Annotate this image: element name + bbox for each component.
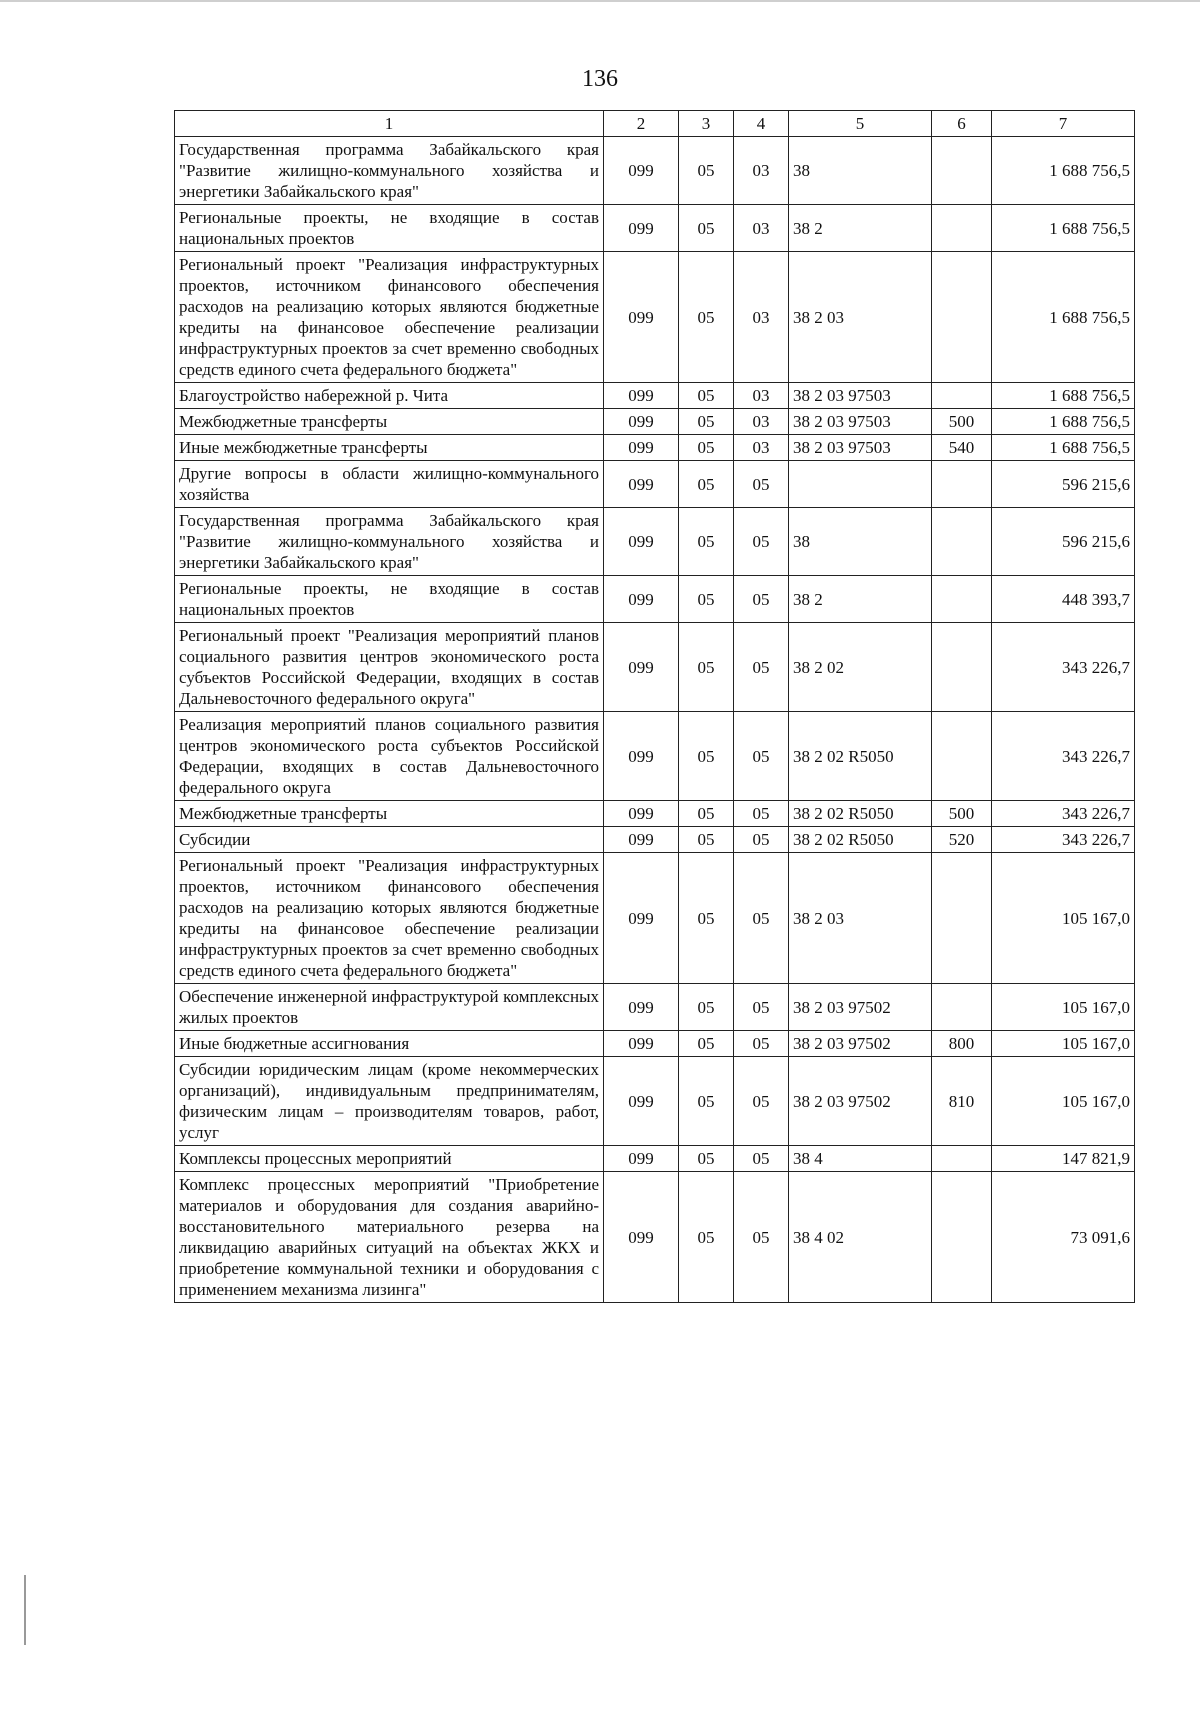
row-amount: 1 688 756,5 xyxy=(992,409,1135,435)
row-admin-code: 099 xyxy=(604,252,679,383)
row-subsection-code: 05 xyxy=(734,827,789,853)
table-row xyxy=(175,252,1135,383)
row-amount: 448 393,7 xyxy=(992,576,1135,623)
row-name: Субсидии xyxy=(175,827,604,853)
header-col-2: 2 xyxy=(604,111,679,137)
row-expense-type: 500 xyxy=(932,409,992,435)
table-row xyxy=(175,1031,1135,1057)
row-amount: 1 688 756,5 xyxy=(992,137,1135,205)
table-row xyxy=(175,383,1135,409)
row-expense-type xyxy=(932,383,992,409)
row-section-code: 05 xyxy=(679,461,734,508)
table-row xyxy=(175,1172,1135,1303)
row-amount: 1 688 756,5 xyxy=(992,435,1135,461)
row-subsection-code: 05 xyxy=(734,801,789,827)
row-expense-type xyxy=(932,853,992,984)
row-subsection-code: 05 xyxy=(734,508,789,576)
row-target-article: 38 2 03 97503 xyxy=(789,383,932,409)
row-name: Региональный проект "Реализация инфраструктурных проектов, источником финансового обеспечения расходов на реализацию которых являются бюджетные кредиты на финансовое обеспечение реализации инфраструктурных проектов за счет временно свободных средств единого счета федерального бюджета" xyxy=(175,252,604,383)
row-admin-code: 099 xyxy=(604,576,679,623)
row-amount: 105 167,0 xyxy=(992,1031,1135,1057)
row-amount: 105 167,0 xyxy=(992,1057,1135,1146)
row-subsection-code: 03 xyxy=(734,205,789,252)
row-name: Комплекс процессных мероприятий "Приобретение материалов и оборудования для создания аварийно-восстановительного материального резерва на ликвидацию аварийных ситуаций на объектах ЖКХ и приобретение коммунальной техники и оборудования с применением механизма лизинга" xyxy=(175,1172,604,1303)
table-header xyxy=(175,111,1135,137)
row-section-code: 05 xyxy=(679,1146,734,1172)
row-expense-type: 800 xyxy=(932,1031,992,1057)
table-row xyxy=(175,205,1135,252)
row-subsection-code: 05 xyxy=(734,623,789,712)
row-admin-code: 099 xyxy=(604,1057,679,1146)
row-admin-code: 099 xyxy=(604,1146,679,1172)
row-target-article: 38 2 03 xyxy=(789,853,932,984)
row-expense-type xyxy=(932,1146,992,1172)
table-row xyxy=(175,1057,1135,1146)
row-subsection-code: 05 xyxy=(734,1146,789,1172)
row-subsection-code: 05 xyxy=(734,576,789,623)
row-name: Региональный проект "Реализация инфраструктурных проектов, источником финансового обеспечения расходов на реализацию которых являются бюджетные кредиты на финансовое обеспечение реализации инфраструктурных проектов за счет временно свободных средств единого счета федерального бюджета" xyxy=(175,853,604,984)
row-amount: 1 688 756,5 xyxy=(992,252,1135,383)
table-row xyxy=(175,576,1135,623)
header-col-6: 6 xyxy=(932,111,992,137)
row-amount: 1 688 756,5 xyxy=(992,383,1135,409)
table-row xyxy=(175,1146,1135,1172)
row-expense-type xyxy=(932,205,992,252)
row-admin-code: 099 xyxy=(604,827,679,853)
row-section-code: 05 xyxy=(679,576,734,623)
table-row xyxy=(175,801,1135,827)
row-admin-code: 099 xyxy=(604,853,679,984)
row-section-code: 05 xyxy=(679,853,734,984)
row-name: Обеспечение инженерной инфраструктурой комплексных жилых проектов xyxy=(175,984,604,1031)
row-section-code: 05 xyxy=(679,508,734,576)
row-subsection-code: 03 xyxy=(734,137,789,205)
table-row xyxy=(175,853,1135,984)
row-target-article: 38 2 02 R5050 xyxy=(789,801,932,827)
row-expense-type: 810 xyxy=(932,1057,992,1146)
row-target-article: 38 2 03 97502 xyxy=(789,1057,932,1146)
row-admin-code: 099 xyxy=(604,508,679,576)
row-section-code: 05 xyxy=(679,712,734,801)
row-expense-type xyxy=(932,137,992,205)
row-amount: 596 215,6 xyxy=(992,461,1135,508)
row-expense-type xyxy=(932,984,992,1031)
row-subsection-code: 05 xyxy=(734,853,789,984)
header-row xyxy=(175,111,1135,137)
row-section-code: 05 xyxy=(679,1172,734,1303)
row-name: Межбюджетные трансферты xyxy=(175,801,604,827)
row-amount: 73 091,6 xyxy=(992,1172,1135,1303)
row-target-article: 38 4 xyxy=(789,1146,932,1172)
row-subsection-code: 05 xyxy=(734,461,789,508)
row-target-article xyxy=(789,461,932,508)
row-expense-type xyxy=(932,576,992,623)
row-section-code: 05 xyxy=(679,409,734,435)
row-admin-code: 099 xyxy=(604,712,679,801)
budget-table xyxy=(174,110,1135,1303)
row-admin-code: 099 xyxy=(604,623,679,712)
row-subsection-code: 05 xyxy=(734,1031,789,1057)
row-target-article: 38 4 02 xyxy=(789,1172,932,1303)
row-name: Реализация мероприятий планов социального развития центров экономического роста субъектов Российской Федерации, входящих в состав Дальневосточного федерального округа xyxy=(175,712,604,801)
row-expense-type xyxy=(932,712,992,801)
row-subsection-code: 05 xyxy=(734,1172,789,1303)
row-subsection-code: 05 xyxy=(734,984,789,1031)
table-row xyxy=(175,984,1135,1031)
row-admin-code: 099 xyxy=(604,1031,679,1057)
row-name: Государственная программа Забайкальского края "Развитие жилищно-коммунального хозяйства и энергетики Забайкальского края" xyxy=(175,508,604,576)
page-number: 136 xyxy=(582,66,618,92)
header-col-7: 7 xyxy=(992,111,1135,137)
row-subsection-code: 05 xyxy=(734,712,789,801)
table-row xyxy=(175,409,1135,435)
row-admin-code: 099 xyxy=(604,1172,679,1303)
row-name: Комплексы процессных мероприятий xyxy=(175,1146,604,1172)
row-section-code: 05 xyxy=(679,252,734,383)
row-section-code: 05 xyxy=(679,801,734,827)
row-section-code: 05 xyxy=(679,435,734,461)
row-amount: 105 167,0 xyxy=(992,853,1135,984)
row-section-code: 05 xyxy=(679,383,734,409)
row-admin-code: 099 xyxy=(604,137,679,205)
table-row xyxy=(175,827,1135,853)
row-name: Региональные проекты, не входящие в состав национальных проектов xyxy=(175,205,604,252)
row-target-article: 38 2 03 97503 xyxy=(789,435,932,461)
row-subsection-code: 03 xyxy=(734,383,789,409)
row-name: Другие вопросы в области жилищно-коммунального хозяйства xyxy=(175,461,604,508)
row-expense-type xyxy=(932,1172,992,1303)
row-section-code: 05 xyxy=(679,623,734,712)
row-expense-type xyxy=(932,508,992,576)
row-section-code: 05 xyxy=(679,205,734,252)
row-expense-type xyxy=(932,461,992,508)
header-col-3: 3 xyxy=(679,111,734,137)
header-col-4: 4 xyxy=(734,111,789,137)
row-amount: 343 226,7 xyxy=(992,623,1135,712)
row-section-code: 05 xyxy=(679,984,734,1031)
row-name: Иные межбюджетные трансферты xyxy=(175,435,604,461)
row-section-code: 05 xyxy=(679,137,734,205)
row-amount: 596 215,6 xyxy=(992,508,1135,576)
row-amount: 343 226,7 xyxy=(992,827,1135,853)
row-name: Межбюджетные трансферты xyxy=(175,409,604,435)
table-row xyxy=(175,435,1135,461)
row-target-article: 38 2 02 R5050 xyxy=(789,827,932,853)
row-target-article: 38 2 03 97502 xyxy=(789,984,932,1031)
row-admin-code: 099 xyxy=(604,205,679,252)
table-row xyxy=(175,623,1135,712)
header-col-5: 5 xyxy=(789,111,932,137)
row-name: Субсидии юридическим лицам (кроме некоммерческих организаций), индивидуальным предпринимателям, физическим лицам – производителям товаров, работ, услуг xyxy=(175,1057,604,1146)
header-col-1: 1 xyxy=(175,111,604,137)
row-expense-type xyxy=(932,252,992,383)
row-subsection-code: 03 xyxy=(734,435,789,461)
row-target-article: 38 2 02 R5050 xyxy=(789,712,932,801)
row-section-code: 05 xyxy=(679,1031,734,1057)
row-name: Региональные проекты, не входящие в состав национальных проектов xyxy=(175,576,604,623)
row-admin-code: 099 xyxy=(604,435,679,461)
row-admin-code: 099 xyxy=(604,461,679,508)
row-name: Государственная программа Забайкальского края "Развитие жилищно-коммунального хозяйства и энергетики Забайкальского края" xyxy=(175,137,604,205)
row-expense-type: 540 xyxy=(932,435,992,461)
table-row xyxy=(175,712,1135,801)
row-subsection-code: 03 xyxy=(734,252,789,383)
row-expense-type: 500 xyxy=(932,801,992,827)
row-section-code: 05 xyxy=(679,827,734,853)
row-section-code: 05 xyxy=(679,1057,734,1146)
row-expense-type: 520 xyxy=(932,827,992,853)
row-target-article: 38 2 03 97503 xyxy=(789,409,932,435)
row-admin-code: 099 xyxy=(604,383,679,409)
row-name: Региональный проект "Реализация мероприятий планов социального развития центров экономического роста субъектов Российской Федерации, входящих в состав Дальневосточного федерального округа" xyxy=(175,623,604,712)
row-amount: 1 688 756,5 xyxy=(992,205,1135,252)
row-amount: 147 821,9 xyxy=(992,1146,1135,1172)
table-row xyxy=(175,508,1135,576)
row-target-article: 38 2 02 xyxy=(789,623,932,712)
top-edge-rule xyxy=(0,0,1200,2)
row-target-article: 38 xyxy=(789,508,932,576)
row-subsection-code: 05 xyxy=(734,1057,789,1146)
row-target-article: 38 xyxy=(789,137,932,205)
table-row xyxy=(175,461,1135,508)
row-target-article: 38 2 xyxy=(789,576,932,623)
row-admin-code: 099 xyxy=(604,984,679,1031)
row-target-article: 38 2 03 xyxy=(789,252,932,383)
row-subsection-code: 03 xyxy=(734,409,789,435)
row-name: Иные бюджетные ассигнования xyxy=(175,1031,604,1057)
row-target-article: 38 2 03 97502 xyxy=(789,1031,932,1057)
row-admin-code: 099 xyxy=(604,409,679,435)
row-target-article: 38 2 xyxy=(789,205,932,252)
row-expense-type xyxy=(932,623,992,712)
row-name: Благоустройство набережной р. Чита xyxy=(175,383,604,409)
table-row xyxy=(175,137,1135,205)
row-admin-code: 099 xyxy=(604,801,679,827)
row-amount: 343 226,7 xyxy=(992,801,1135,827)
row-amount: 105 167,0 xyxy=(992,984,1135,1031)
table-body xyxy=(175,137,1135,1303)
scan-mark xyxy=(24,1575,26,1645)
row-amount: 343 226,7 xyxy=(992,712,1135,801)
